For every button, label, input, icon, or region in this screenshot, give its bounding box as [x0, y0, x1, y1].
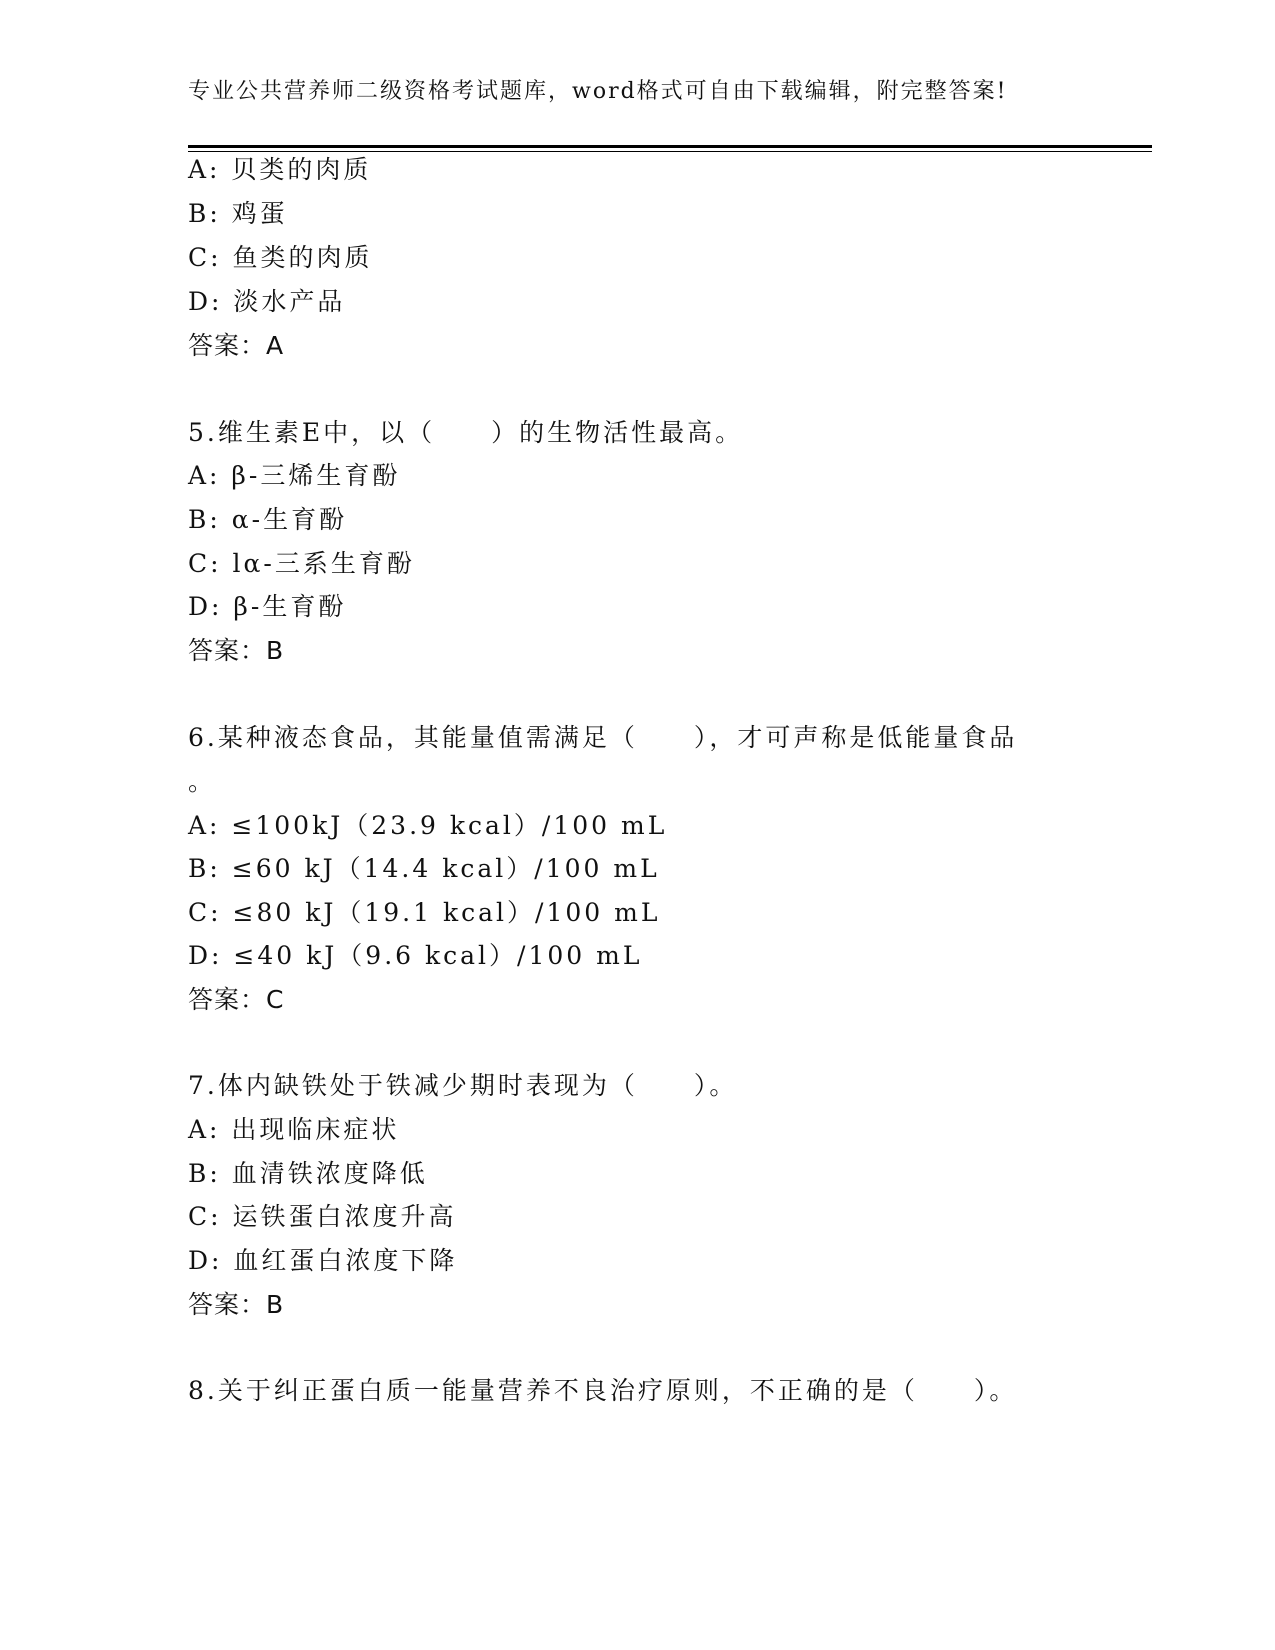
q5-option-b: B: α-生育酚: [188, 505, 348, 534]
q4-option-c: C: 鱼类的肉质: [188, 243, 373, 272]
q8-question: 8.关于纠正蛋白质一能量营养不良治疗原则，不正确的是（ ）。: [188, 1376, 1018, 1405]
q6-question-continuation: 。: [188, 767, 217, 796]
q5-option-a: A: β-三烯生育酚: [188, 461, 401, 490]
q5-option-c: C: lα-三系生育酚: [188, 549, 415, 578]
q7-option-b: B: 血清铁浓度降低: [188, 1159, 428, 1188]
q6-option-b: B: ≤60 kJ（14.4 kcal）/100 mL: [188, 854, 660, 883]
q7-answer: 答案：B: [188, 1290, 285, 1319]
q4-answer: 答案：A: [188, 331, 285, 360]
q7-option-c: C: 运铁蛋白浓度升高: [188, 1202, 457, 1231]
header-rule-thick: [188, 145, 1152, 148]
q7-question: 7.体内缺铁处于铁减少期时表现为（ ）。: [188, 1071, 738, 1100]
q4-option-a: A: 贝类的肉质: [188, 155, 372, 184]
q6-option-d: D: ≤40 kJ（9.6 kcal）/100 mL: [188, 941, 643, 970]
q6-option-c: C: ≤80 kJ（19.1 kcal）/100 mL: [188, 898, 661, 927]
q5-answer: 答案：B: [188, 636, 285, 665]
q4-option-d: D: 淡水产品: [188, 287, 346, 316]
q6-question: 6.某种液态食品，其能量值需满足（ ），才可声称是低能量食品: [188, 723, 1018, 752]
q5-question: 5.维生素E中，以（ ）的生物活性最高。: [188, 418, 744, 447]
q5-option-d: D: β-生育酚: [188, 592, 347, 621]
page-header: 专业公共营养师二级资格考试题库，word格式可自由下载编辑，附完整答案!: [188, 79, 1008, 104]
q4-option-b: B: 鸡蛋: [188, 199, 288, 228]
q6-option-a: A: ≤100kJ（23.9 kcal）/100 mL: [188, 811, 668, 840]
q7-option-d: D: 血红蛋白浓度下降: [188, 1246, 458, 1275]
header-rule-thin: [188, 151, 1152, 152]
q7-option-a: A: 出现临床症状: [188, 1115, 400, 1144]
q6-answer: 答案：C: [188, 985, 285, 1014]
